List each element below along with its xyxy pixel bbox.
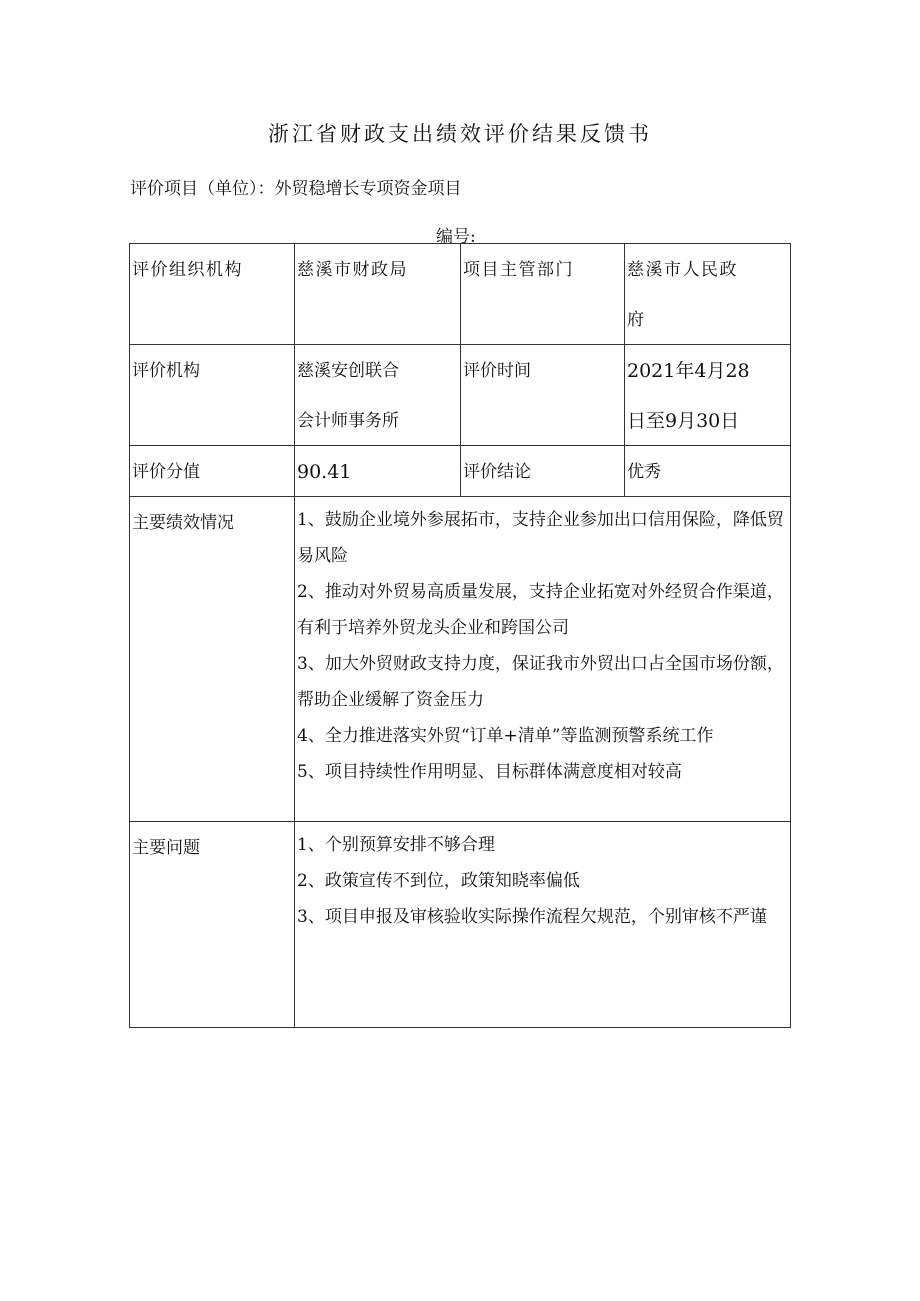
table-row [130, 822, 791, 1028]
project-line: 评价项目（单位）：外贸稳增长专项资金项目 [130, 179, 462, 199]
agency-label: 评价机构 [132, 361, 200, 381]
performance-item: 4、全力推进落实外贸“订单+清单”等监测预警系统工作 [297, 726, 714, 746]
performance-list [297, 497, 790, 790]
problem-item: 1、个别预算安排不够合理 [297, 835, 495, 855]
performance-item: 1、鼓励企业境外参展拓市，支持企业参加出口信用保险，降低贸易风险 [297, 510, 784, 566]
score-value: 90.41 [297, 461, 352, 483]
department-value-line2: 府 [627, 310, 646, 330]
document-title: 浙江省财政支出绩效评价结果反馈书 [268, 122, 652, 146]
number-label: 编号: [436, 227, 476, 247]
table-row [130, 446, 791, 497]
eval-time-value-line2: 日至9月30日 [627, 410, 740, 432]
table-row [130, 497, 791, 822]
problem-item: 3、项目申报及审核验收实际操作流程欠规范，个别审核不严谨 [297, 907, 767, 927]
table-row [130, 345, 791, 446]
org-label: 评价组织机构 [132, 260, 243, 280]
department-value-line1: 慈溪市人民政 [627, 260, 738, 280]
org-value: 慈溪市财政局 [297, 260, 408, 280]
performance-item: 3、加大外贸财政支持力度，保证我市外贸出口占全国市场份额，帮助企业缓解了资金压力 [297, 654, 784, 710]
table-row [130, 244, 791, 345]
problems-label: 主要问题 [132, 838, 200, 858]
performance-label: 主要绩效情况 [132, 513, 234, 533]
performance-item: 2、推动对外贸易高质量发展，支持企业拓宽对外经贸合作渠道，有利于培养外贸龙头企业和跨国公司 [297, 582, 784, 638]
conclusion-label: 评价结论 [463, 462, 531, 482]
eval-time-label: 评价时间 [463, 361, 531, 381]
conclusion-value: 优秀 [627, 462, 661, 482]
agency-value-line1: 慈溪安创联合 [297, 361, 399, 381]
problems-list [297, 822, 790, 935]
evaluation-table [129, 243, 791, 1028]
eval-time-value-line1: 2021年4月28 [627, 360, 750, 382]
department-label: 项目主管部门 [463, 260, 574, 280]
problem-item: 2、政策宣传不到位，政策知晓率偏低 [297, 871, 580, 891]
score-label: 评价分值 [132, 462, 200, 482]
performance-item: 5、项目持续性作用明显、目标群体满意度相对较高 [297, 762, 682, 782]
agency-value-line2: 会计师事务所 [297, 411, 399, 431]
